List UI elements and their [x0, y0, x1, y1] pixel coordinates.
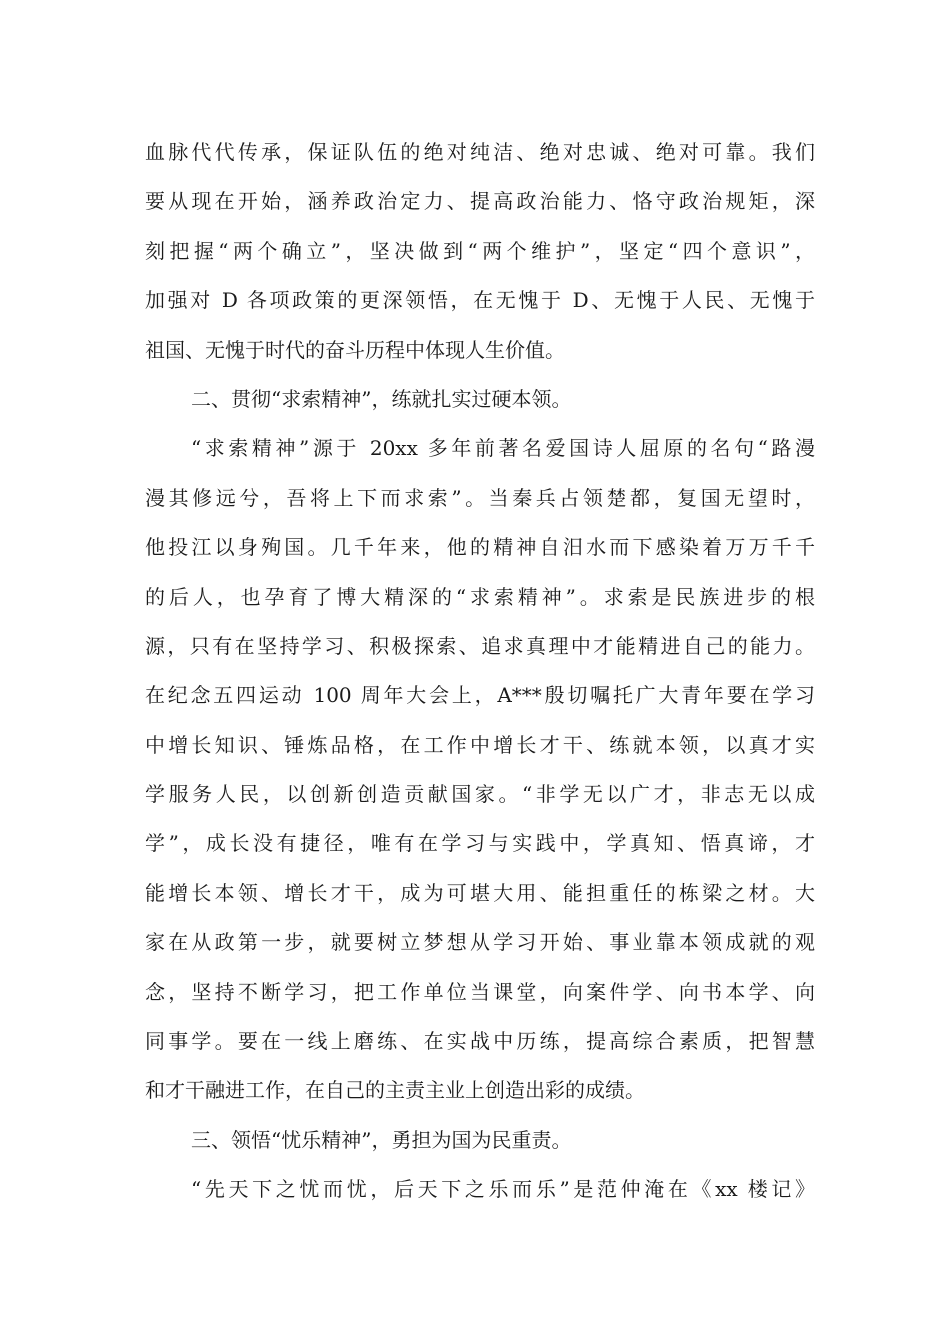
paragraph-line: “先天下之忧而忧，后天下之乐而乐”是范仲淹在《xx 楼记》: [191, 1177, 815, 1202]
paragraph-line: 要从现在开始，涵养政治定力、提高政治能力、恪守政治规矩，深: [145, 189, 815, 214]
paragraph-line: 加强对 D 各项政策的更深领悟，在无愧于 D、无愧于人民、无愧于: [145, 288, 815, 313]
paragraph-line: 在纪念五四运动 100 周年大会上，A***殷切嘱托广大青年要在学习: [145, 683, 815, 708]
document-body: [145, 128, 815, 1215]
paragraph-line: “求索精神”源于 20xx 多年前著名爱国诗人屈原的名句“路漫: [191, 436, 815, 461]
paragraph-line: 的后人，也孕育了博大精深的“求索精神”。求索是民族进步的根: [145, 584, 815, 609]
paragraph-line: 学”，成长没有捷径，唯有在学习与实践中，学真知、悟真谛，才: [145, 831, 815, 856]
paragraph-line: 中增长知识、锤炼品格，在工作中增长才干、练就本领，以真才实: [145, 732, 815, 757]
section-heading: 二、贯彻“求索精神”，练就扎实过硬本领。: [191, 386, 572, 411]
paragraph-line: 能增长本领、增长才干，成为可堪大用、能担重任的栋梁之材。大: [145, 880, 815, 905]
paragraph-line: 源，只有在坚持学习、积极探索、追求真理中才能精进自己的能力。: [145, 633, 815, 658]
paragraph-line: 和才干融进工作，在自己的主责主业上创造出彩的成绩。: [145, 1078, 645, 1103]
paragraph-line: 念，坚持不断学习，把工作单位当课堂，向案件学、向书本学、向: [145, 979, 815, 1004]
section-heading: 三、领悟“忧乐精神”，勇担为国为民重责。: [191, 1127, 572, 1152]
paragraph-line: 刻把握“两个确立”，坚决做到“两个维护”，坚定“四个意识”，: [145, 238, 815, 263]
paragraph-line: 他投江以身殉国。几千年来，他的精神自汨水而下感染着万万千千: [145, 535, 815, 560]
paragraph-line: 同事学。要在一线上磨练、在实战中历练，提高综合素质，把智慧: [145, 1029, 815, 1054]
paragraph-line: 漫其修远兮，吾将上下而求索”。当秦兵占领楚都，复国无望时，: [145, 485, 815, 510]
paragraph-line: 学服务人民，以创新创造贡献国家。“非学无以广才，非志无以成: [145, 782, 815, 807]
paragraph-line: 祖国、无愧于时代的奋斗历程中体现人生价值。: [145, 337, 565, 362]
paragraph-line: 血脉代代传承，保证队伍的绝对纯洁、绝对忠诚、绝对可靠。我们: [145, 140, 815, 164]
paragraph-line: 家在从政第一步，就要树立梦想从学习开始、事业靠本领成就的观: [145, 930, 815, 955]
